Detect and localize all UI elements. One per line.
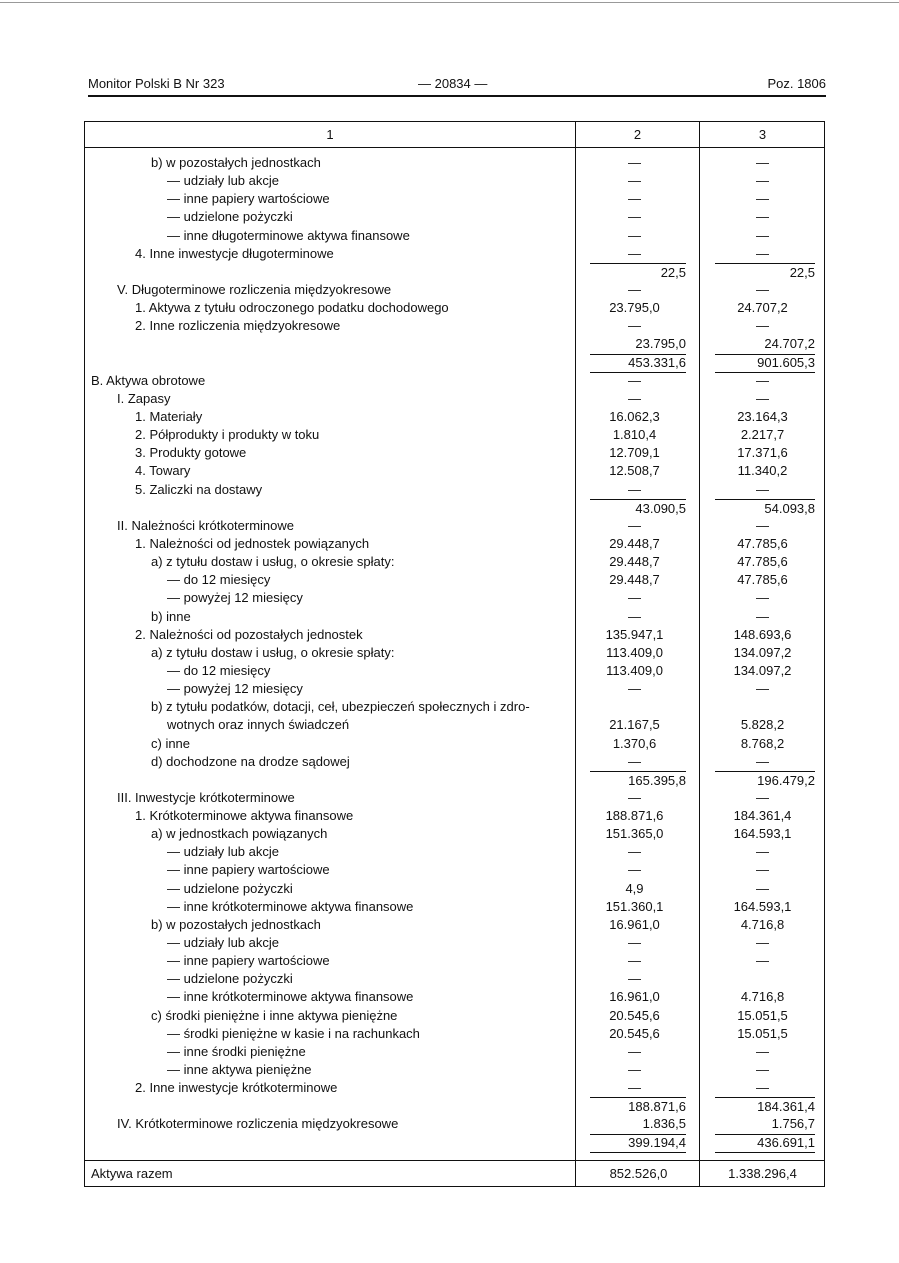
- total-value-2: 852.526,0: [609, 1166, 668, 1181]
- value-column-2: 165.395,8: [590, 771, 686, 790]
- value-column-2: —: [628, 173, 641, 189]
- value-column-2: 4,9: [625, 880, 644, 896]
- header-rule: [88, 95, 826, 97]
- row-label: 1. Materiały: [135, 408, 203, 424]
- row-label: — udziały lub akcje: [167, 173, 279, 189]
- row-label: b) inne: [151, 608, 191, 624]
- top-rule: [0, 2, 899, 3]
- value-column-3: 54.093,8: [715, 499, 815, 518]
- total-label: Aktywa razem: [91, 1166, 173, 1181]
- value-column-2: 16.961,0: [609, 989, 660, 1005]
- row-label: a) w jednostkach powiązanych: [151, 826, 328, 842]
- value-column-2: 113.409,0: [606, 644, 663, 660]
- row-label: — środki pieniężne w kasie i na rachunkach: [167, 1025, 420, 1041]
- value-column-2: —: [628, 753, 641, 769]
- table-row: [85, 898, 826, 916]
- row-label: — powyżej 12 miesięcy: [167, 590, 303, 606]
- value-column-2: —: [628, 681, 641, 697]
- position-number: Poz. 1806: [767, 76, 826, 91]
- table-row: [85, 281, 826, 299]
- row-label: 4. Inne inwestycje długoterminowe: [135, 245, 334, 261]
- column-header-3: 3: [758, 127, 767, 142]
- value-column-2: 23.795,0: [590, 335, 686, 354]
- table-row: [85, 263, 826, 281]
- table-row: [85, 934, 826, 952]
- table-row: [85, 1097, 826, 1115]
- table-row: [85, 626, 826, 644]
- value-column-3: 5.828,2: [740, 717, 785, 733]
- row-label: b) w pozostałych jednostkach: [151, 155, 321, 170]
- row-label: — do 12 miesięcy: [167, 572, 271, 588]
- publication-title: Monitor Polski B Nr 323: [88, 76, 225, 91]
- value-column-2: —: [628, 1080, 641, 1096]
- value-column-3: —: [756, 281, 769, 297]
- row-label: II. Należności krótkoterminowe: [117, 517, 295, 533]
- page-number: — 20834 —: [418, 76, 488, 91]
- value-column-3: —: [756, 844, 769, 860]
- table-row: [85, 553, 826, 571]
- row-label: 1. Aktywa z tytułu odroczonego podatku dochodowego: [135, 300, 449, 316]
- table-row: [85, 735, 826, 753]
- value-column-3: —: [756, 318, 769, 334]
- row-label: — inne krótkoterminowe aktywa finansowe: [167, 989, 414, 1005]
- table-row: [85, 390, 826, 408]
- row-label: V. Długoterminowe rozliczenia międzyokresowe: [117, 281, 392, 297]
- value-column-3: 901.605,3: [715, 354, 815, 373]
- value-column-3: 47.785,6: [737, 554, 788, 570]
- row-label: 1. Krótkoterminowe aktywa finansowe: [135, 808, 354, 824]
- table-row: [85, 172, 826, 190]
- value-column-2: —: [628, 1043, 641, 1059]
- balance-table: [84, 121, 825, 1187]
- table-row: [85, 644, 826, 662]
- value-column-2: —: [628, 953, 641, 969]
- value-column-2: 21.167,5: [609, 717, 660, 733]
- value-column-2: —: [628, 590, 641, 606]
- table-row: [85, 462, 826, 480]
- table-row: [85, 317, 826, 335]
- table-row: [85, 154, 826, 172]
- row-label: — inne krótkoterminowe aktywa finansowe: [167, 898, 414, 914]
- table-row: [85, 789, 826, 807]
- value-column-2: 151.360,1: [605, 898, 664, 914]
- value-column-2: 188.871,6: [590, 1097, 686, 1116]
- value-column-2: 12.709,1: [609, 445, 660, 461]
- column-header-2: 2: [633, 127, 642, 142]
- value-column-2: —: [628, 935, 641, 951]
- table-row: [85, 916, 826, 934]
- table-row: [85, 608, 826, 626]
- page-header: [88, 74, 826, 94]
- value-column-3: —: [756, 1043, 769, 1059]
- value-column-3: —: [756, 681, 769, 697]
- table-row: [85, 444, 826, 462]
- value-column-2: 29.448,7: [609, 535, 660, 551]
- table-row: [85, 571, 826, 589]
- value-column-2: —: [628, 227, 641, 243]
- row-label: 2. Inne rozliczenia międzyokresowe: [135, 318, 341, 334]
- value-column-2: 12.508,7: [609, 463, 660, 479]
- value-column-2: —: [628, 862, 641, 878]
- value-column-3: 134.097,2: [733, 644, 792, 660]
- value-column-3: —: [756, 935, 769, 951]
- table-row: [85, 335, 826, 353]
- table-row: [85, 807, 826, 825]
- table-row: [85, 771, 826, 789]
- value-column-3: 8.768,2: [740, 735, 785, 751]
- value-column-3: 436.691,1: [715, 1134, 815, 1153]
- value-column-3: 4.716,8: [740, 916, 785, 932]
- row-label: a) z tytułu dostaw i usług, o okresie spłaty:: [151, 554, 395, 570]
- value-column-3: —: [756, 789, 769, 805]
- value-column-2: —: [628, 209, 641, 225]
- table-row: [85, 1115, 826, 1133]
- value-column-3: 164.593,1: [733, 898, 792, 914]
- value-column-2: 135.947,1: [605, 626, 664, 642]
- value-column-2: —: [628, 789, 641, 805]
- row-label: 4. Towary: [135, 463, 191, 479]
- row-label: — inne środki pieniężne: [167, 1043, 306, 1059]
- value-column-2: 113.409,0: [606, 662, 663, 678]
- value-column-2: —: [628, 1062, 641, 1078]
- row-label: b) w pozostałych jednostkach: [151, 916, 321, 932]
- value-column-2: —: [628, 390, 641, 406]
- table-row: [85, 698, 826, 716]
- row-label: b) z tytułu podatków, dotacji, ceł, ubezpieczeń społecznych i zdro-: [151, 699, 530, 715]
- row-label: — udziały lub akcje: [167, 935, 279, 951]
- value-column-2: 43.090,5: [590, 499, 686, 518]
- table-row: [85, 481, 826, 499]
- row-label: — powyżej 12 miesięcy: [167, 681, 303, 697]
- value-column-3: —: [756, 481, 769, 497]
- row-label: 2. Inne inwestycje krótkoterminowe: [135, 1080, 338, 1096]
- row-label: I. Zapasy: [117, 390, 171, 406]
- value-column-3: 24.707,2: [737, 300, 788, 316]
- row-label: d) dochodzone na drodze sądowej: [151, 753, 350, 769]
- value-column-3: 1.756,7: [715, 1115, 815, 1134]
- value-column-2: 188.871,6: [605, 808, 664, 824]
- value-column-3: —: [756, 953, 769, 969]
- value-column-3: —: [756, 753, 769, 769]
- value-column-3: 15.051,5: [737, 1025, 788, 1041]
- value-column-3: —: [756, 590, 769, 606]
- table-row: [85, 1007, 826, 1025]
- value-column-2: 16.961,0: [609, 916, 660, 932]
- value-column-3: —: [756, 880, 769, 896]
- value-column-3: —: [756, 517, 769, 533]
- value-column-2: —: [628, 481, 641, 497]
- row-label: — inne papiery wartościowe: [167, 862, 330, 878]
- value-column-3: 164.593,1: [733, 826, 792, 842]
- value-column-3: —: [756, 155, 769, 170]
- value-column-3: —: [756, 372, 769, 388]
- value-column-2: —: [628, 245, 641, 261]
- value-column-3: —: [756, 191, 769, 207]
- value-column-3: 134.097,2: [733, 662, 792, 678]
- value-column-2: —: [628, 281, 641, 297]
- value-column-2: 29.448,7: [609, 572, 660, 588]
- table-row: [85, 354, 826, 372]
- row-label: a) z tytułu dostaw i usług, o okresie spłaty:: [151, 644, 395, 660]
- value-column-2: 29.448,7: [609, 554, 660, 570]
- value-column-2: 1.836,5: [590, 1115, 686, 1134]
- value-column-3: —: [756, 209, 769, 225]
- value-column-2: —: [628, 608, 641, 624]
- total-row: [85, 1161, 826, 1187]
- row-label: wotnych oraz innych świadczeń: [167, 717, 350, 733]
- row-label: — udziały lub akcje: [167, 844, 279, 860]
- row-label: IV. Krótkoterminowe rozliczenia międzyokresowe: [117, 1116, 399, 1132]
- value-column-2: —: [628, 155, 641, 170]
- table-row: [85, 1079, 826, 1097]
- value-column-3: 24.707,2: [715, 335, 815, 354]
- row-label: 2. Półprodukty i produkty w toku: [135, 427, 320, 443]
- table-row: [85, 208, 826, 226]
- table-row: [85, 190, 826, 208]
- value-column-3: 148.693,6: [733, 626, 792, 642]
- table-row: [85, 227, 826, 245]
- value-column-3: 23.164,3: [737, 408, 788, 424]
- table-row: [85, 952, 826, 970]
- table-row: [85, 880, 826, 898]
- value-column-3: 17.371,6: [737, 445, 788, 461]
- table-row: [85, 589, 826, 607]
- row-label: — inne papiery wartościowe: [167, 953, 330, 969]
- value-column-2: —: [628, 517, 641, 533]
- table-row: [85, 825, 826, 843]
- table-row: [85, 1134, 826, 1152]
- row-label: — udzielone pożyczki: [167, 880, 293, 896]
- row-label: 2. Należności od pozostałych jednostek: [135, 626, 363, 642]
- column-header-1: 1: [326, 127, 334, 142]
- header-divider: [85, 147, 824, 148]
- table-row: [85, 1025, 826, 1043]
- table-row: [85, 517, 826, 535]
- value-column-3: 4.716,8: [740, 989, 785, 1005]
- row-label: — inne aktywa pieniężne: [167, 1062, 312, 1078]
- value-column-3: 184.361,4: [733, 808, 792, 824]
- row-label: — inne długoterminowe aktywa finansowe: [167, 227, 410, 243]
- value-column-3: 184.361,4: [715, 1097, 815, 1116]
- value-column-2: 151.365,0: [605, 826, 664, 842]
- row-label: — inne papiery wartościowe: [167, 191, 330, 207]
- table-row: [85, 988, 826, 1006]
- row-label: — udzielone pożyczki: [167, 209, 293, 225]
- value-column-2: 453.331,6: [590, 354, 686, 373]
- value-column-3: 196.479,2: [715, 771, 815, 790]
- table-row: [85, 662, 826, 680]
- value-column-2: 23.795,0: [609, 300, 660, 316]
- table-row: [85, 680, 826, 698]
- value-column-2: 399.194,4: [590, 1134, 686, 1153]
- row-label: — do 12 miesięcy: [167, 662, 271, 678]
- row-label: B. Aktywa obrotowe: [91, 372, 206, 388]
- value-column-2: 22,5: [590, 263, 686, 282]
- value-column-2: 20.545,6: [609, 1007, 660, 1023]
- value-column-3: —: [756, 227, 769, 243]
- value-column-2: —: [628, 971, 641, 987]
- value-column-2: 16.062,3: [609, 408, 660, 424]
- value-column-2: —: [628, 372, 641, 388]
- table-row: [85, 245, 826, 263]
- table-row: [85, 299, 826, 317]
- table-row: [85, 535, 826, 553]
- value-column-3: 2.217,7: [740, 427, 785, 443]
- row-label: c) inne: [151, 735, 191, 751]
- table-row: [85, 1043, 826, 1061]
- table-row: [85, 716, 826, 734]
- total-value-3: 1.338.296,4: [728, 1166, 797, 1181]
- table-body: [85, 154, 826, 1152]
- value-column-3: 11.340,2: [737, 463, 788, 479]
- table-row: [85, 843, 826, 861]
- table-row: [85, 499, 826, 517]
- value-column-3: 47.785,6: [737, 535, 788, 551]
- row-label: III. Inwestycje krótkoterminowe: [117, 789, 295, 805]
- row-label: 3. Produkty gotowe: [135, 445, 247, 461]
- row-label: 5. Zaliczki na dostawy: [135, 481, 263, 497]
- value-column-2: 20.545,6: [609, 1025, 660, 1041]
- table-row: [85, 861, 826, 879]
- value-column-3: —: [756, 390, 769, 406]
- row-label: 1. Należności od jednostek powiązanych: [135, 535, 370, 551]
- table-row: [85, 970, 826, 988]
- value-column-3: —: [756, 173, 769, 189]
- table-row: [85, 426, 826, 444]
- value-column-2: —: [628, 844, 641, 860]
- value-column-3: —: [756, 1080, 769, 1096]
- value-column-2: 1.810,4: [612, 427, 657, 443]
- value-column-3: 47.785,6: [737, 572, 788, 588]
- value-column-2: 1.370,6: [612, 735, 657, 751]
- value-column-3: 22,5: [715, 263, 815, 282]
- value-column-3: —: [756, 1062, 769, 1078]
- value-column-3: 15.051,5: [737, 1007, 788, 1023]
- value-column-3: —: [756, 245, 769, 261]
- table-row: [85, 1061, 826, 1079]
- value-column-2: —: [628, 191, 641, 207]
- table-row: [85, 753, 826, 771]
- value-column-2: —: [628, 318, 641, 334]
- table-row: [85, 372, 826, 390]
- value-column-3: —: [756, 608, 769, 624]
- table-row: [85, 408, 826, 426]
- row-label: c) środki pieniężne i inne aktywa pieniężne: [151, 1007, 398, 1023]
- row-label: — udzielone pożyczki: [167, 971, 293, 987]
- value-column-3: —: [756, 862, 769, 878]
